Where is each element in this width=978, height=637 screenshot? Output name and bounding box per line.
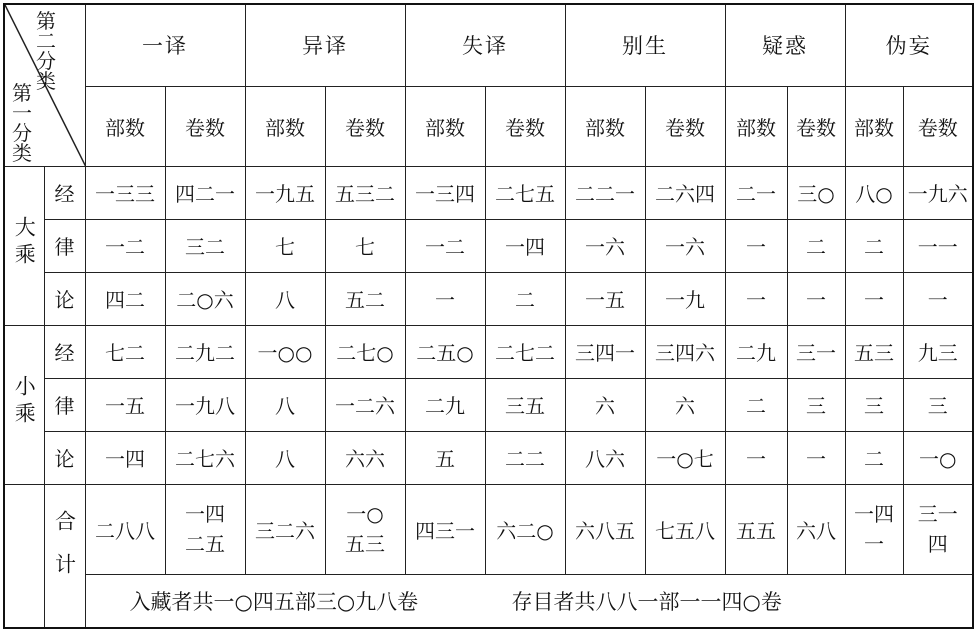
table-row: [4, 219, 973, 272]
table-cell: 一六: [565, 219, 645, 272]
table-cell: 八六: [565, 431, 645, 484]
table-cell: 二: [845, 219, 903, 272]
second-classification-label: 第二分类: [36, 9, 56, 93]
row-label: 律: [44, 219, 85, 272]
summary-cell: [85, 574, 973, 628]
total-cell: 七五八: [645, 484, 725, 574]
table-cell: 二二一: [565, 166, 645, 219]
table-cell: 三: [845, 378, 903, 431]
corner-header: [4, 4, 85, 166]
table-row: [4, 272, 973, 325]
table-cell: 一五: [565, 272, 645, 325]
category-header: 别生: [565, 4, 725, 86]
volumes-header: 卷数: [645, 86, 725, 166]
category-header: 异译: [245, 4, 405, 86]
table-cell: 一九六: [903, 166, 973, 219]
table-cell: 一○七: [645, 431, 725, 484]
table-cell: 二九: [725, 325, 787, 378]
table-cell: 二○六: [165, 272, 245, 325]
total-cell: 一四 一: [845, 484, 903, 574]
table-cell: 三: [787, 378, 845, 431]
table-cell: 二: [845, 431, 903, 484]
total-cell: 六八: [787, 484, 845, 574]
table-cell: 二: [787, 219, 845, 272]
parts-header: 部数: [845, 86, 903, 166]
table-cell: 二七五: [485, 166, 565, 219]
table-cell: 五: [405, 431, 485, 484]
table-cell: 一: [845, 272, 903, 325]
table-cell: 四二一: [165, 166, 245, 219]
total-cell: 六二○: [485, 484, 565, 574]
table-row: [4, 431, 973, 484]
table-cell: 五三: [845, 325, 903, 378]
row-label: 论: [44, 272, 85, 325]
table-cell: 八: [245, 431, 325, 484]
table-row: [4, 325, 973, 378]
table-cell: 三四一: [565, 325, 645, 378]
total-cell: 三二六: [245, 484, 325, 574]
total-cell: 一○ 五三: [325, 484, 405, 574]
table-cell: 一: [787, 272, 845, 325]
table-cell: 五三二: [325, 166, 405, 219]
table-row: [4, 166, 973, 219]
category-header: 伪妄: [845, 4, 973, 86]
table-cell: 三一: [787, 325, 845, 378]
summary-in-canon: 入藏者共一○四五部三○九八卷: [129, 589, 419, 614]
table-cell: 二: [725, 378, 787, 431]
table-cell: 二七二: [485, 325, 565, 378]
table-cell: 一: [903, 272, 973, 325]
table-cell: 一三三: [85, 166, 165, 219]
volumes-header: 卷数: [903, 86, 973, 166]
row-label: 论: [44, 431, 85, 484]
row-label: 经: [44, 325, 85, 378]
table-cell: 一: [787, 431, 845, 484]
table-cell: 一四: [85, 431, 165, 484]
table-cell: 二一: [725, 166, 787, 219]
table-cell: 一二: [85, 219, 165, 272]
table-cell: 一六: [645, 219, 725, 272]
table-cell: 三: [903, 378, 973, 431]
table-cell: 一九: [645, 272, 725, 325]
category-header: 一译: [85, 4, 245, 86]
table-cell: 二: [485, 272, 565, 325]
total-cell: 六八五: [565, 484, 645, 574]
table-cell: 一○○: [245, 325, 325, 378]
row-label: 律: [44, 378, 85, 431]
total-cell: 五五: [725, 484, 787, 574]
table-cell: 四二: [85, 272, 165, 325]
table-cell: 八: [245, 378, 325, 431]
table-cell: 一三四: [405, 166, 485, 219]
table-cell: 三五: [485, 378, 565, 431]
table-cell: 一二六: [325, 378, 405, 431]
parts-header: 部数: [245, 86, 325, 166]
table-cell: 一二: [405, 219, 485, 272]
parts-header: 部数: [405, 86, 485, 166]
table-cell: 九三: [903, 325, 973, 378]
table-cell: 二二: [485, 431, 565, 484]
table-cell: 一: [725, 219, 787, 272]
table-cell: 八○: [845, 166, 903, 219]
total-cell: 一四 二五: [165, 484, 245, 574]
table-cell: 二五○: [405, 325, 485, 378]
total-label: 合计: [44, 484, 85, 628]
table-cell: 七: [245, 219, 325, 272]
table-cell: 一: [405, 272, 485, 325]
volumes-header: 卷数: [325, 86, 405, 166]
summary-listed-only: 存目者共八八一部一一四○卷: [511, 589, 782, 614]
table-cell: 一四: [485, 219, 565, 272]
total-row: [4, 484, 973, 574]
table-cell: 二九: [405, 378, 485, 431]
table-cell: 三二: [165, 219, 245, 272]
table-cell: 一: [725, 431, 787, 484]
table-cell: 一五: [85, 378, 165, 431]
table-cell: 七: [325, 219, 405, 272]
table-cell: 五二: [325, 272, 405, 325]
row-label: 经: [44, 166, 85, 219]
table-cell: 一○: [903, 431, 973, 484]
table-row: [4, 378, 973, 431]
table-cell: 六: [565, 378, 645, 431]
volumes-header: 卷数: [787, 86, 845, 166]
table-cell: 一九五: [245, 166, 325, 219]
table-cell: 二七○: [325, 325, 405, 378]
summary-row: [4, 574, 973, 628]
table-cell: 七二: [85, 325, 165, 378]
total-cell: 四三一: [405, 484, 485, 574]
table-cell: 三○: [787, 166, 845, 219]
first-classification-label: 第一分类: [12, 81, 32, 165]
parts-header: 部数: [725, 86, 787, 166]
table-cell: 二九二: [165, 325, 245, 378]
volumes-header: 卷数: [165, 86, 245, 166]
total-cell: 三一 四: [903, 484, 973, 574]
parts-header: 部数: [565, 86, 645, 166]
table-cell: 一: [725, 272, 787, 325]
table-cell: 六: [645, 378, 725, 431]
table-cell: 一一: [903, 219, 973, 272]
group-label-mahayana: 大乘: [4, 166, 44, 325]
total-cell: 二八八: [85, 484, 165, 574]
total-blank-cell: [4, 484, 44, 628]
table-cell: 二六四: [645, 166, 725, 219]
classification-table: [3, 3, 974, 629]
table-cell: 六六: [325, 431, 405, 484]
group-label-hinayana: 小乘: [4, 325, 44, 484]
category-header: 疑惑: [725, 4, 845, 86]
table-cell: 三四六: [645, 325, 725, 378]
volumes-header: 卷数: [485, 86, 565, 166]
parts-header: 部数: [85, 86, 165, 166]
category-header: 失译: [405, 4, 565, 86]
table-cell: 一九八: [165, 378, 245, 431]
table-cell: 二七六: [165, 431, 245, 484]
table-cell: 八: [245, 272, 325, 325]
